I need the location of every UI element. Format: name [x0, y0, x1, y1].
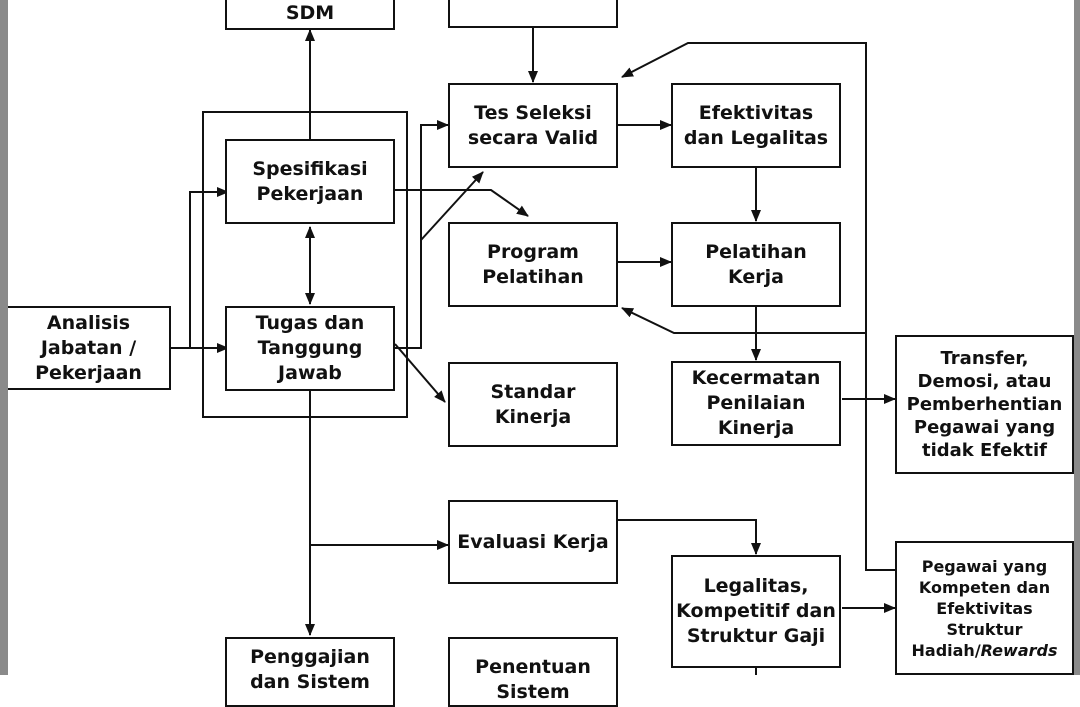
- node-tes-seleksi: [448, 83, 618, 168]
- node-evaluasi-kerja: [448, 500, 618, 584]
- node-spesifikasi-pekerjaan: [225, 139, 395, 224]
- node-analisis-label: Analisis Jabatan / Pekerjaan: [35, 311, 142, 384]
- node-pegawai-kompeten: [895, 541, 1074, 675]
- node-program-pelatihan: [448, 222, 618, 307]
- node-spesifikasi-label: Spesifikasi Pekerjaan: [252, 157, 368, 205]
- node-transfer-label: Transfer, Demosi, atau Pemberhentian Pegawai yang tidak Efektif: [906, 348, 1063, 461]
- node-top-center: [448, 0, 618, 28]
- node-standar-kinerja: [448, 362, 618, 447]
- node-tugas-tanggung-jawab: [225, 306, 395, 391]
- node-legalitas-gaji-label: Legalitas, Kompetitif dan Struktur Gaji: [676, 575, 836, 647]
- node-efektivitas-legalitas: [671, 83, 841, 168]
- node-pegawai-kompeten-italic: Rewards: [980, 640, 1058, 660]
- arrow-feedback-to-program: [622, 308, 866, 333]
- node-pelatihan-kerja: [671, 222, 841, 307]
- node-penentuan-label: Penentuan Sistem: [475, 656, 591, 703]
- node-program-pelatihan-label: Program Pelatihan: [482, 240, 584, 288]
- node-tugas-label: Tugas dan Tanggung Jawab: [255, 312, 365, 384]
- arrow-spesifikasi-to-program: [395, 190, 528, 216]
- left-frame-border: [0, 0, 8, 675]
- node-transfer-demosi: [895, 335, 1074, 474]
- node-analisis-jabatan: [8, 306, 171, 390]
- node-tes-seleksi-label: Tes Seleksi secara Valid: [467, 101, 599, 149]
- node-penggajian-label: Penggajian dan Sistem: [250, 646, 370, 693]
- right-frame-border: [1074, 0, 1080, 675]
- node-kecermatan-label: Kecermatan Penilaian Kinerja: [691, 367, 821, 439]
- node-pegawai-kompeten-text: [912, 556, 1058, 661]
- node-penentuan: [448, 637, 618, 707]
- node-legalitas-struktur-gaji: [671, 555, 841, 668]
- arrow-evaluasi-to-legalitas: [618, 520, 756, 554]
- node-evaluasi-label: Evaluasi Kerja: [457, 530, 609, 553]
- node-pegawai-kompeten-label: Pegawai yang Kompeten dan Efektivitas Struktur Hadiah/: [911, 556, 1051, 660]
- node-pelatihan-kerja-label: Pelatihan Kerja: [705, 240, 807, 288]
- node-efektivitas-label: Efektivitas dan Legalitas: [683, 101, 829, 149]
- diagram-canvas: [8, 0, 1074, 703]
- node-penggajian: [225, 637, 395, 707]
- node-sdm-label: SDM: [285, 2, 335, 24]
- node-sdm: [225, 0, 395, 30]
- node-kecermatan-penilaian: [671, 361, 841, 446]
- node-standar-kinerja-label: Standar Kinerja: [490, 380, 576, 428]
